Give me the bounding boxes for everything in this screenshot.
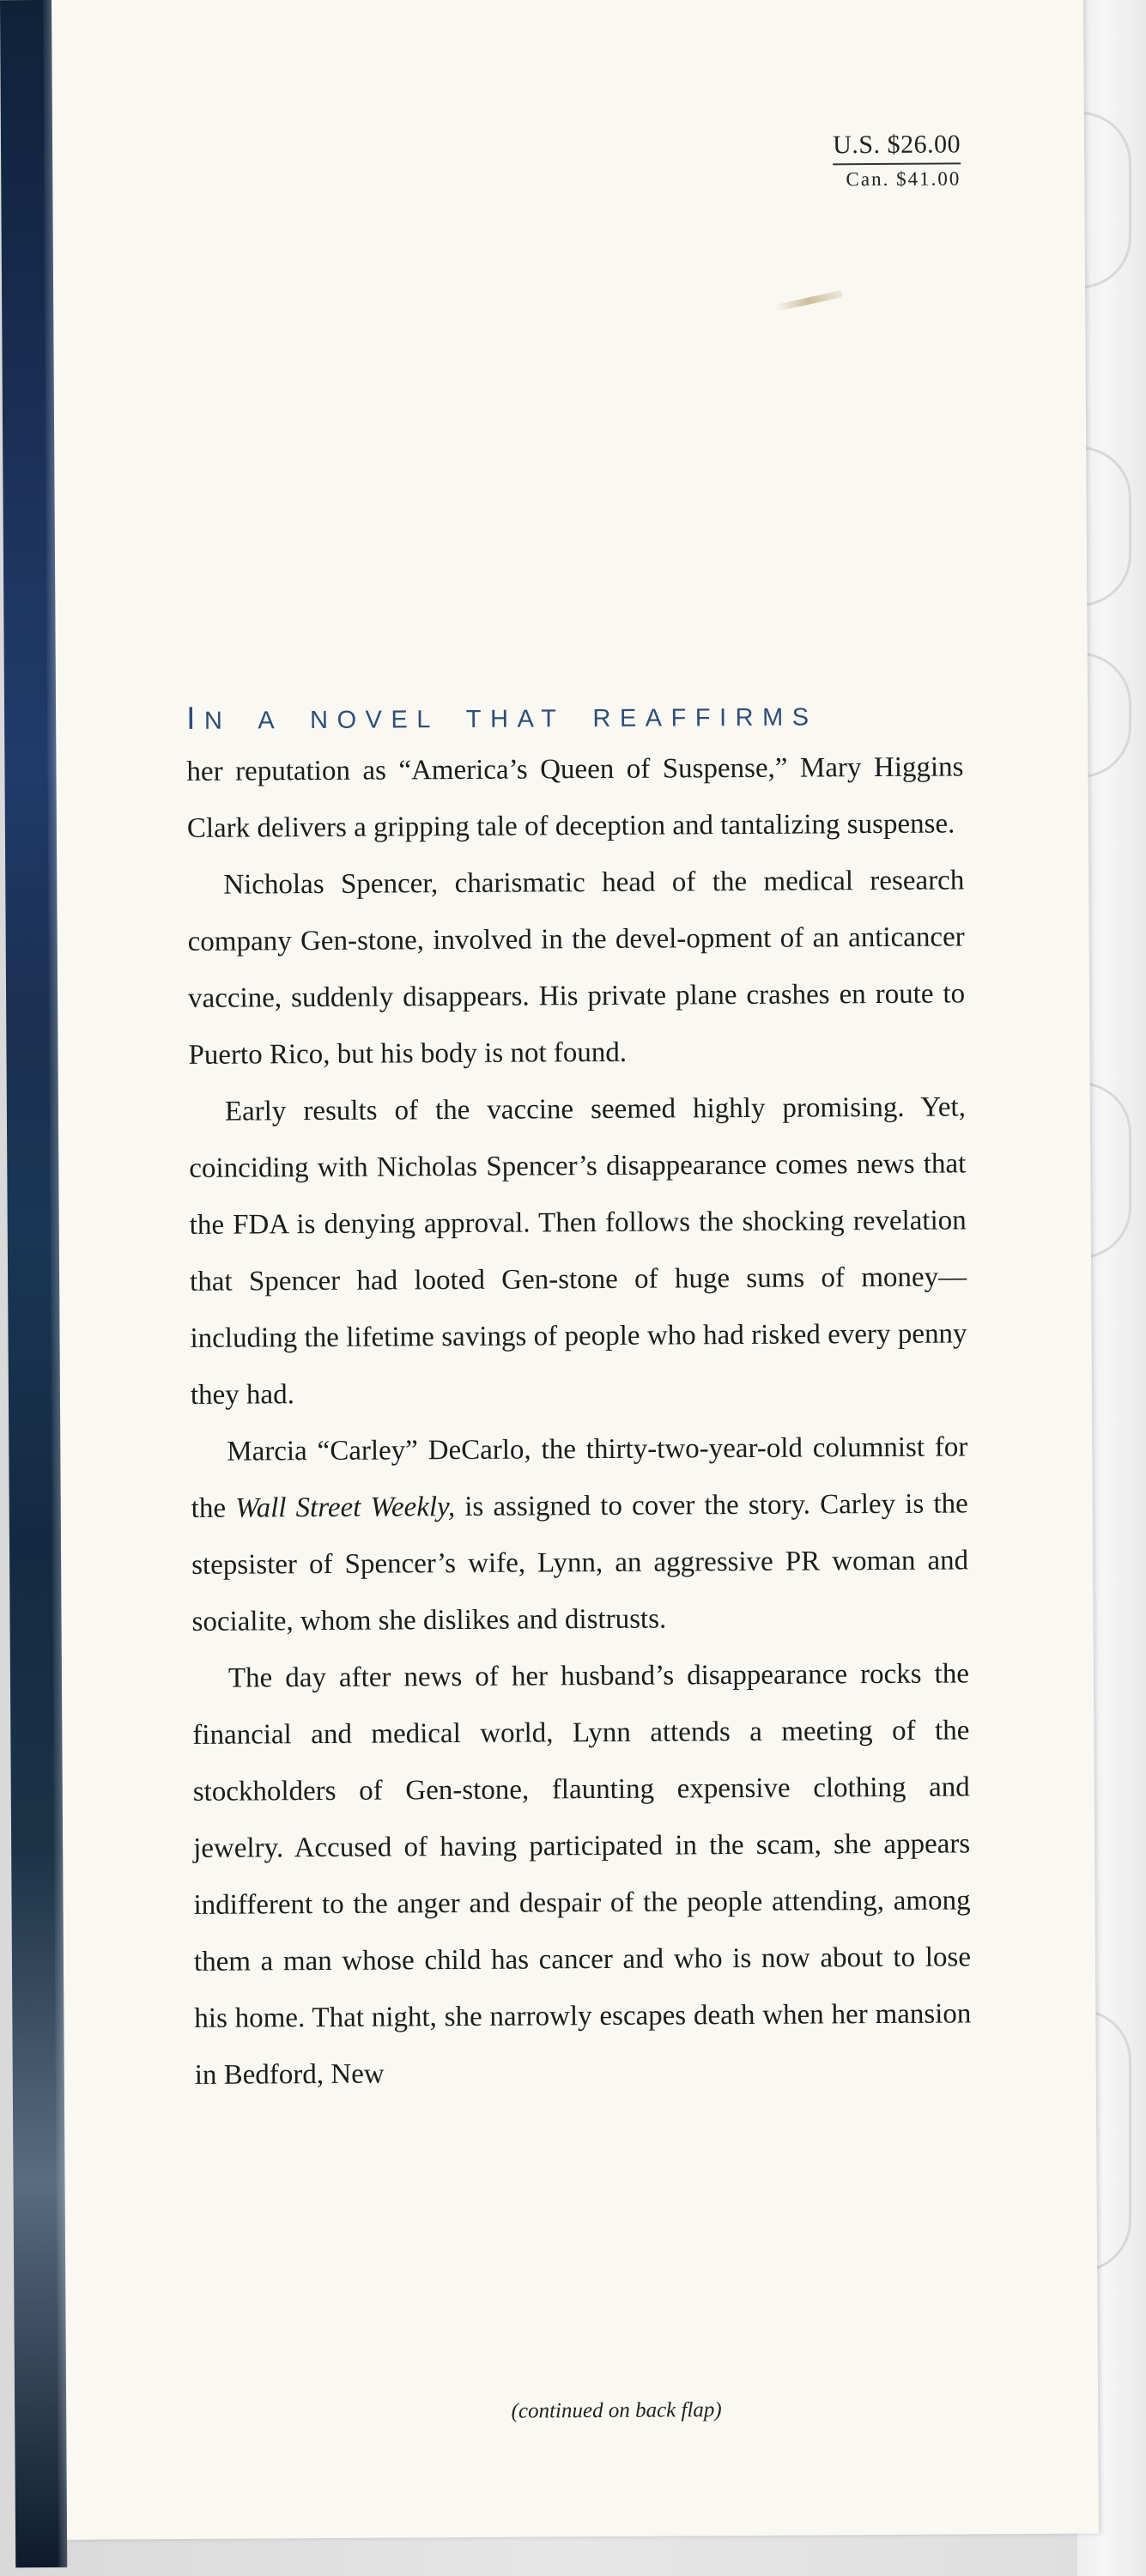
price-block [763,130,961,191]
edge-curve [1077,112,1131,289]
price-canada: Can. $41.00 [846,167,961,191]
price-us: U.S. $26.00 [833,130,961,165]
continued-note [49,2396,1098,2426]
lead-in-text: N A NOVEL THAT REAFFIRMS [203,703,818,735]
book-jacket-flap [34,0,1099,2540]
paper-smudge [774,290,843,312]
paragraph-vaccine: Early results of the vaccine seemed highly promising. Yet, coinciding with Nicholas Spencer’s disappearance comes news that the FDA is denying approval. Then follows the shocking revelation that Spencer had looted Gen-stone of huge sums of money—including the lifetime savings of people who had risked every penny they had. [189,1091,967,1411]
carley-text-before: Marcia “Carley” DeCarlo, the thirty-two-year-old columnist for the [191,1431,968,1524]
carley-text-after: is assigned to cover the story. Carley is the stepsister of Spencer’s wife, Lynn, an aggressive PR woman and socialite, whom she dislikes and distrusts. [191,1488,969,1637]
paragraph-carley [191,1419,969,1650]
paragraph-lynn: The day after news of her husband’s disappearance rocks the financial and medical world, Lynn attends a meeting of the stockholders of Gen-stone, flaunting expensive clothing and jewelry. Accused of having participated in the scam, she appears indifferent to the anger and despair of the people attending, among them a man whose child has cancer and who is now about to lose his home. That night, she narrowly escapes death when her mansion in Bedford, New [192,1658,972,2091]
flap-copy [186,690,972,2103]
continued-note-text: (continued on back flap) [511,2398,722,2423]
lead-in-initial: I [185,700,205,736]
lead-in-heading [186,690,963,745]
paragraph-intro: her reputation as “America’s Queen of Suspense,” Mary Higgins Clark delivers a gripping tale of deception and tantalizing suspense. [186,751,964,844]
publication-title: Wall Street Weekly, [235,1492,456,1524]
paragraph-disappearance: Nicholas Spencer, charismatic head of the medical research company Gen-stone, involved in the devel-opment of an anticancer vaccine, suddenly disappears. His private plane crashes en route to Puerto Rico, but his body is not found. [187,865,966,1071]
